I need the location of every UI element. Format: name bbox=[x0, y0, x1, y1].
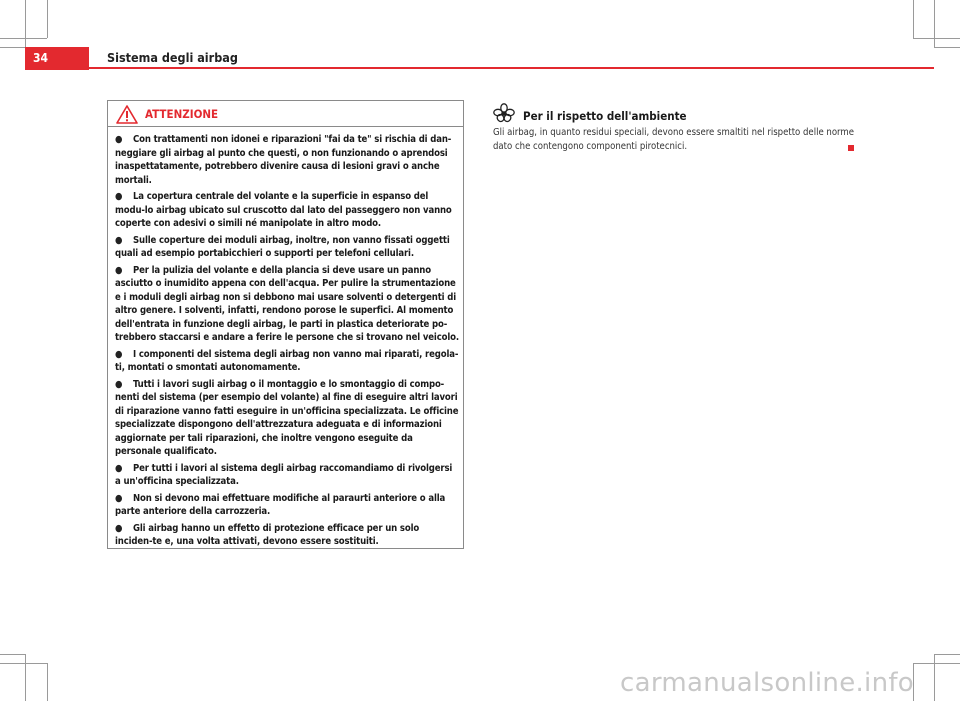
section-title: Sistema degli airbag bbox=[107, 50, 238, 65]
warning-item bbox=[115, 133, 459, 187]
warning-item bbox=[115, 348, 459, 375]
page-number: 34 bbox=[25, 47, 89, 70]
bullet-icon: ● bbox=[115, 191, 123, 202]
warning-item-text: Per tutti i lavori al sistema degli airbag raccomandiamo di rivolgersi a un'officina specializzata. bbox=[115, 462, 453, 487]
warning-item-text: I componenti del sistema degli airbag non vanno mai riparati, regola-ti, montati o smontati autonomamente. bbox=[115, 348, 459, 373]
warning-item-text: La copertura centrale del volante e la superficie in espanso del modu-lo airbag ubicato sul cruscotto dal lato del passeggero non vanno coperte con adesivi o simili né manipolate in altro modo. bbox=[115, 191, 452, 229]
warning-item-text: Gli airbag hanno un effetto di protezione efficace per un solo inciden-te e, una volta attivati, devono essere sostituiti. bbox=[115, 522, 420, 547]
warning-title: ATTENZIONE bbox=[145, 107, 219, 121]
crop-mark bbox=[934, 47, 960, 48]
crop-mark bbox=[47, 0, 48, 38]
header-rule bbox=[89, 67, 934, 69]
environment-title: Per il rispetto dell'ambiente bbox=[523, 109, 687, 123]
warning-box bbox=[107, 100, 464, 549]
warning-header bbox=[108, 101, 463, 127]
warning-item-text: Con trattamenti non idonei e riparazioni "fai da te" si rischia di dan-neggiare gli airbag al punto che questi, o non funzionando o aprendosi inaspettatamente, potrebbero divenire causa di lesioni gravi o anche mortali. bbox=[115, 134, 452, 186]
warning-item bbox=[115, 234, 459, 261]
warning-item bbox=[115, 190, 459, 231]
crop-mark bbox=[0, 47, 25, 48]
warning-item bbox=[115, 378, 459, 459]
warning-list bbox=[108, 127, 463, 549]
bullet-icon: ● bbox=[115, 234, 123, 246]
crop-mark bbox=[913, 663, 960, 664]
bullet-icon: ● bbox=[115, 462, 123, 474]
crop-mark bbox=[913, 0, 914, 38]
crop-mark bbox=[0, 654, 25, 655]
crop-mark bbox=[934, 654, 960, 655]
bullet-icon: ● bbox=[115, 378, 123, 390]
warning-item-text: Tutti i lavori sugli airbag o il montaggio e lo smontaggio di compo-nenti del sistema (per esempio del volante) al fine di eseguire altri lavori di riparazione vanno fatti eseguire in un'officina specializzata. Le officine specializzate dispongono dell'attrezzatura adeguata e di informazioni aggiornate per tali riparazioni, che inoltre vengono eseguite da personale qualificato. bbox=[115, 378, 459, 457]
crop-mark bbox=[47, 663, 48, 701]
warning-item bbox=[115, 492, 459, 519]
warning-item-text: Sulle coperture dei moduli airbag, inoltre, non vanno fissati oggetti quali ad esempio portabicchieri o supporti per telefoni cellulari. bbox=[115, 234, 450, 259]
warning-item-text: Per la pulizia del volante e della plancia si deve usare un panno asciutto o inumidito appena con dell'acqua. Per pulire la strumentazione e i moduli degli airbag non si debbono mai usare solventi o detergenti di altro genere. I solventi, infatti, rendono porose le superfici. Al momento dell'entrata in funzione degli airbag, le parti in plastica deteriorate po-trebbero staccarsi e andare a ferire le persone che si trovano nel veicolo. bbox=[115, 264, 459, 343]
crop-mark bbox=[913, 38, 960, 39]
crop-mark bbox=[25, 654, 26, 701]
crop-mark bbox=[0, 38, 47, 39]
bullet-icon: ● bbox=[115, 264, 123, 276]
warning-item bbox=[115, 462, 459, 489]
section-end-marker bbox=[848, 145, 854, 151]
bullet-icon: ● bbox=[115, 348, 123, 360]
warning-item bbox=[115, 522, 459, 549]
flower-environment-icon bbox=[493, 103, 515, 123]
crop-mark bbox=[0, 663, 47, 664]
crop-mark bbox=[25, 0, 26, 47]
crop-mark bbox=[934, 654, 935, 701]
warning-triangle-icon bbox=[116, 105, 138, 124]
watermark: carmanualsonline.info bbox=[620, 668, 915, 698]
bullet-icon: ● bbox=[115, 522, 123, 534]
environment-text: Gli airbag, in quanto residui speciali, devono essere smaltiti nel rispetto delle norme dato che contengono componenti pirotecnici. bbox=[493, 127, 854, 152]
warning-item bbox=[115, 264, 459, 345]
bullet-icon: ● bbox=[115, 134, 123, 145]
warning-item-text: Non si devono mai effettuare modifiche al paraurti anteriore o alla parte anteriore della carrozzeria. bbox=[115, 492, 446, 517]
crop-mark bbox=[934, 0, 935, 47]
bullet-icon: ● bbox=[115, 492, 123, 504]
